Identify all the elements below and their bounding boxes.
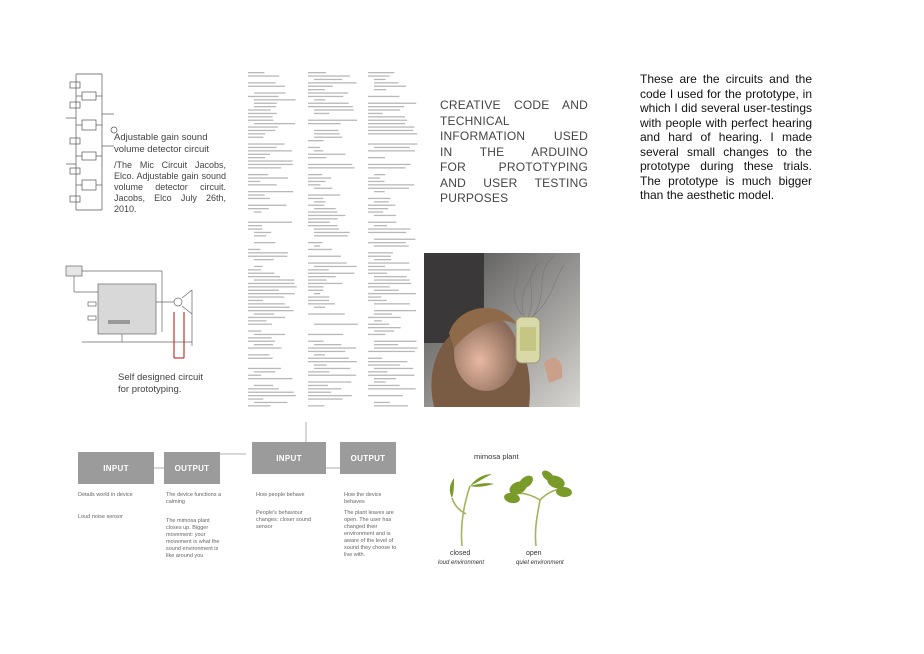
code-line [248, 388, 279, 389]
code-line [254, 232, 271, 233]
code-line [254, 123, 295, 124]
code-line [254, 313, 274, 314]
code-line [374, 86, 406, 87]
code-line [368, 126, 414, 127]
code-line [308, 395, 352, 396]
code-line [308, 388, 341, 389]
code-line [248, 341, 275, 342]
code-line [368, 300, 387, 301]
code-line [248, 208, 269, 209]
code-line [368, 164, 410, 165]
mimosa-closed-sub: loud environment [438, 560, 485, 566]
code-line [308, 215, 346, 216]
code-line [368, 266, 385, 267]
code-line [248, 113, 277, 114]
code-line [368, 327, 401, 328]
code-line [314, 113, 329, 114]
code-line [248, 317, 285, 318]
code-line [314, 232, 350, 233]
code-line [374, 313, 392, 314]
code-line [308, 120, 357, 121]
code-line [248, 273, 274, 274]
code-line [248, 109, 271, 110]
code-line [248, 86, 285, 87]
heading-line: INFORMATION USED [440, 129, 588, 143]
code-line [368, 293, 416, 294]
code-line [248, 198, 270, 199]
code-line [374, 174, 385, 175]
code-line [314, 354, 325, 355]
code-line [374, 245, 409, 246]
code-line [248, 174, 268, 175]
heading-line: IN THE ARDUINO [440, 144, 588, 159]
code-line [308, 96, 343, 97]
code-line [308, 103, 349, 104]
code-line [248, 378, 292, 379]
heading-line: AND USER TESTING [440, 175, 588, 190]
code-line [368, 184, 414, 185]
code-line [374, 303, 410, 304]
code-line [314, 364, 327, 365]
code-line [314, 266, 357, 267]
code-line [308, 181, 325, 182]
code-line [254, 211, 261, 212]
mimosa-open-label: open [526, 550, 542, 557]
code-line [308, 211, 337, 212]
code-line [248, 337, 272, 338]
code-line [368, 232, 406, 233]
code-line [314, 208, 336, 209]
heading-line: TECHNICAL [440, 113, 510, 128]
code-line [248, 157, 265, 158]
code-line [368, 106, 404, 107]
code-line [374, 378, 396, 379]
flow-left-output-sub: The mimosa plant closes up. Bigger movement: your movement is what the sound environment is like around you [166, 518, 220, 559]
code-line [368, 130, 413, 131]
code-line [308, 296, 329, 297]
flow-left-output-text: The device functions a calming [166, 492, 222, 505]
code-line [368, 157, 385, 158]
code-line [248, 194, 265, 195]
code-line [248, 303, 285, 304]
code-line [368, 116, 405, 117]
code-line [308, 106, 353, 107]
code-line [374, 381, 386, 382]
code-line [308, 218, 338, 219]
code-line [374, 341, 417, 342]
code-line [368, 198, 390, 199]
code-line [248, 160, 293, 161]
code-line [308, 286, 323, 287]
code-line [308, 385, 328, 386]
code-line [374, 290, 399, 291]
code-line [248, 320, 266, 321]
code-line [374, 320, 382, 321]
code-line [308, 184, 321, 185]
code-line [368, 371, 387, 372]
code-line [248, 330, 261, 331]
code-line [368, 351, 415, 352]
flow-left-output-box: OUTPUT [164, 452, 220, 484]
code-line [308, 279, 326, 280]
code-line [308, 89, 325, 90]
code-line [308, 290, 323, 291]
flow-left-input-text: Details world in device [78, 492, 133, 498]
code-line [308, 198, 323, 199]
code-line [248, 276, 280, 277]
flow-right-output-text: How the device behaves [344, 492, 382, 505]
code-listing [244, 68, 424, 412]
code-line [248, 307, 290, 308]
code-line [248, 398, 263, 399]
code-line [374, 147, 410, 148]
code-line [374, 82, 399, 83]
self-circuit-panel [62, 262, 242, 402]
code-line [368, 133, 417, 134]
code-lines-graphic [244, 68, 424, 412]
code-line [368, 385, 400, 386]
code-line [314, 344, 341, 345]
code-line [368, 205, 395, 206]
code-line [248, 177, 288, 178]
code-line [368, 228, 410, 229]
code-line [254, 92, 286, 93]
self-circuit-diagram [62, 262, 242, 362]
mic-circuit-panel [62, 68, 242, 218]
code-line [308, 283, 342, 284]
code-line [368, 123, 405, 124]
mimosa-title: mimosa plant [474, 452, 519, 461]
code-line [314, 137, 342, 138]
code-line [248, 164, 293, 165]
code-line [308, 222, 330, 223]
code-line [248, 130, 275, 131]
code-line [368, 317, 401, 318]
mic-circuit-diagram [62, 68, 120, 216]
code-line [308, 123, 341, 124]
code-line [374, 239, 415, 240]
code-line [248, 354, 270, 355]
code-line [248, 181, 260, 182]
code-line [248, 225, 262, 226]
code-line [368, 395, 403, 396]
code-line [254, 385, 273, 386]
code-line [368, 150, 415, 151]
code-line [308, 225, 337, 226]
code-line [248, 82, 276, 83]
code-line [374, 330, 394, 331]
code-line [314, 130, 338, 131]
code-line [368, 222, 396, 223]
code-line [308, 205, 324, 206]
code-line [254, 103, 277, 104]
code-line [248, 184, 277, 185]
code-line [248, 310, 294, 311]
code-line [248, 252, 288, 253]
code-line [314, 109, 354, 110]
code-line [308, 75, 350, 76]
code-line [374, 89, 386, 90]
code-line [368, 334, 385, 335]
code-line [248, 296, 284, 297]
code-line [248, 290, 279, 291]
code-line [314, 201, 325, 202]
code-line [368, 181, 385, 182]
code-line [308, 381, 351, 382]
code-line [248, 150, 292, 151]
code-line [254, 371, 275, 372]
mimosa-open-sub: quiet environment [516, 560, 564, 566]
code-line [374, 201, 389, 202]
code-line [248, 154, 270, 155]
code-line [308, 303, 335, 304]
code-line [308, 167, 355, 168]
code-line [248, 392, 294, 393]
code-line [368, 273, 387, 274]
code-line [254, 334, 285, 335]
code-line [314, 368, 350, 369]
code-line [248, 116, 273, 117]
code-line [308, 375, 356, 376]
code-line [368, 358, 382, 359]
code-line [248, 228, 262, 229]
code-line [254, 242, 275, 243]
code-line [308, 300, 329, 301]
code-line [248, 249, 260, 250]
code-line [368, 167, 406, 168]
code-line [308, 361, 357, 362]
code-line [248, 222, 292, 223]
code-line [254, 344, 273, 345]
code-line [254, 235, 266, 236]
mic-circuit-caption-title: Adjustable gain sound volume detector circuit [114, 132, 210, 155]
code-line [308, 276, 336, 277]
code-line [308, 242, 323, 243]
code-line [374, 310, 416, 311]
code-line [308, 164, 352, 165]
code-line [374, 405, 408, 406]
code-line [374, 191, 385, 192]
code-line [254, 402, 288, 403]
flow-right-output-box: OUTPUT [340, 442, 396, 474]
description-paragraph: These are the circuits and the code I used for the prototype, in which I did several user-testings with people with perfect hearing and hard of hearing. I made several small changes to the prototype during these trials. The prototype is much bigger than the aesthetic model. [640, 72, 812, 202]
flow-right-input-box: INPUT [252, 442, 326, 474]
code-line [308, 157, 326, 158]
code-line [308, 194, 340, 195]
code-line [308, 82, 357, 83]
code-line [368, 364, 400, 365]
heading-line: PURPOSES [440, 191, 509, 205]
code-line [368, 75, 390, 76]
code-line [254, 259, 274, 260]
code-line [308, 358, 349, 359]
code-line [308, 371, 329, 372]
section-heading [440, 98, 588, 207]
code-line [314, 324, 358, 325]
mimosa-closed-label: closed [450, 550, 471, 557]
code-line [248, 205, 287, 206]
code-line [248, 167, 281, 168]
code-line [308, 86, 333, 87]
code-line [314, 133, 340, 134]
code-line [308, 72, 326, 73]
code-line [314, 188, 332, 189]
code-line [314, 245, 320, 246]
code-line [308, 334, 343, 335]
code-line [368, 256, 391, 257]
code-line [308, 249, 332, 250]
code-line [374, 344, 398, 345]
code-line [308, 177, 331, 178]
code-line [368, 96, 399, 97]
code-line [248, 283, 294, 284]
code-line [368, 296, 381, 297]
code-line [314, 79, 342, 80]
code-line [368, 283, 411, 284]
code-line [248, 120, 273, 121]
code-line [248, 147, 277, 148]
heading-line: FOR PROTOTYPING [440, 160, 588, 174]
mimosa-panel [432, 448, 582, 572]
code-line [308, 147, 320, 148]
code-line [254, 279, 294, 280]
code-line [308, 140, 324, 141]
code-line [248, 375, 261, 376]
code-line [308, 398, 343, 399]
self-circuit-caption: Self designed circuit for prototyping. [118, 372, 204, 395]
code-line [368, 375, 414, 376]
code-line [248, 300, 263, 301]
flow-diagram [70, 420, 420, 580]
code-line [314, 235, 348, 236]
code-line [314, 228, 339, 229]
code-line [248, 126, 278, 127]
code-line [308, 405, 324, 406]
code-line [368, 252, 393, 253]
code-line [368, 103, 416, 104]
code-line [368, 269, 410, 270]
code-line [368, 113, 383, 114]
code-line [368, 388, 416, 389]
code-line [308, 256, 341, 257]
code-line [314, 293, 320, 294]
code-line [248, 191, 293, 192]
code-line [368, 120, 407, 121]
code-line [254, 99, 296, 100]
code-line [248, 96, 279, 97]
flow-right-input-sub: People's behaviour changes: closer sound sensor [256, 510, 312, 530]
code-line [314, 150, 323, 151]
flow-right-output-sub: The plant leaves are open. The user has changed their environment and is aware of the level of sound they choose to live with. [344, 510, 397, 558]
code-line [248, 286, 297, 287]
code-line [374, 79, 386, 80]
prototype-photo [424, 253, 580, 407]
code-line [248, 358, 273, 359]
code-line [308, 273, 354, 274]
code-line [248, 269, 261, 270]
code-line [368, 324, 389, 325]
code-line [368, 109, 400, 110]
code-line [248, 293, 295, 294]
code-line [374, 279, 410, 280]
code-line [374, 225, 387, 226]
code-line [248, 133, 265, 134]
code-line [308, 269, 329, 270]
code-line [308, 341, 324, 342]
code-line [308, 174, 322, 175]
code-line [368, 177, 380, 178]
mic-circuit-caption-citation: /The Mic Circuit Jacobs, Elco. Adjustable gain sound volume detector circuit. Jacobs, Elco July 26th, 2010. [114, 160, 226, 214]
code-line [248, 143, 285, 144]
mimosa-illustration [432, 464, 582, 564]
heading-line: CREATIVE CODE AND [440, 98, 588, 112]
code-line [368, 72, 394, 73]
code-line [368, 262, 409, 263]
code-line [308, 154, 345, 155]
code-line [374, 347, 418, 348]
code-line [368, 286, 390, 287]
code-line [308, 351, 345, 352]
code-line [248, 368, 281, 369]
code-line [308, 392, 331, 393]
code-line [368, 242, 406, 243]
code-line [368, 188, 409, 189]
code-line [248, 347, 282, 348]
code-line [254, 106, 276, 107]
flow-right-input-text: How people behave [256, 492, 305, 498]
code-line [368, 211, 383, 212]
code-line [248, 137, 263, 138]
code-line [374, 215, 396, 216]
code-line [248, 324, 272, 325]
code-line [374, 259, 391, 260]
code-line [308, 347, 356, 348]
code-line [374, 368, 413, 369]
code-line [254, 266, 263, 267]
code-line [308, 313, 345, 314]
flow-left-input-box: INPUT [78, 452, 154, 484]
code-line [248, 256, 287, 257]
code-line [248, 72, 264, 73]
code-line [314, 99, 325, 100]
flow-left-input-sub: Loud noise sensor [78, 514, 123, 520]
code-line [374, 402, 390, 403]
code-line [374, 276, 407, 277]
code-line [308, 92, 348, 93]
code-line [308, 262, 347, 263]
code-line [248, 405, 270, 406]
code-line [368, 143, 417, 144]
code-line [248, 75, 279, 76]
code-line [314, 307, 325, 308]
code-line [368, 208, 388, 209]
code-line [248, 395, 296, 396]
code-line [368, 361, 407, 362]
